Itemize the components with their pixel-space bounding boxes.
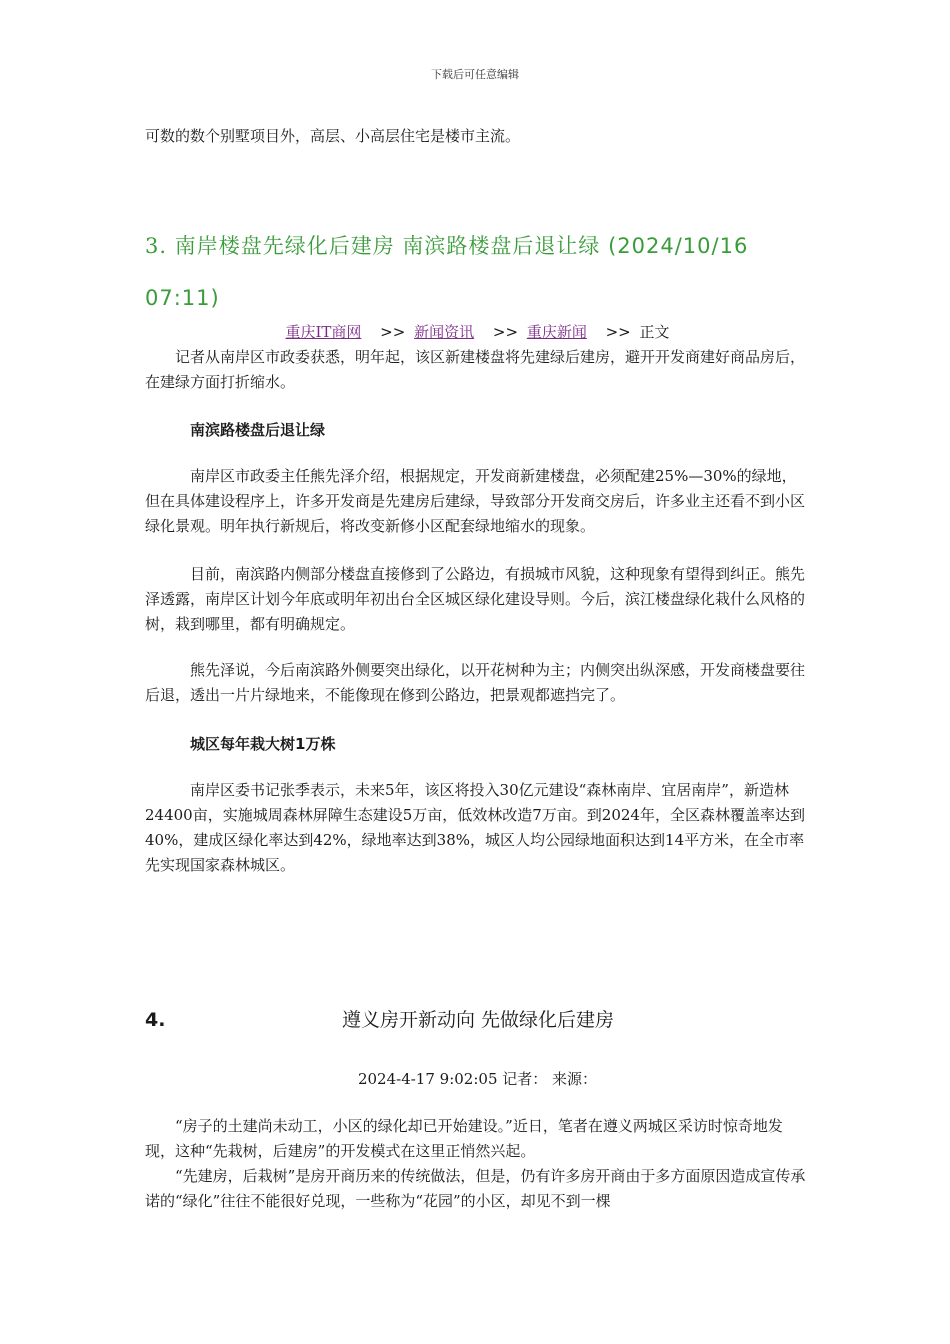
article4-title: 遵义房开新动向 先做绿化后建房: [341, 1009, 615, 1031]
article3-paragraph-2: 目前，南滨路内侧部分楼盘直接修到了公路边，有损城市风貌，这种现象有望得到纠正。熊先泽透露，南岸区计划今年底或明年初出台全区城区绿化建设导则。今后，滨江楼盘绿化栽什么风格的树，栽到哪里，都有明确规定。: [145, 565, 806, 633]
article4-heading: [145, 1005, 810, 1035]
breadcrumb-separator: >>: [380, 323, 406, 341]
article4-paragraph-1: “房子的土建尚未动工，小区的绿化却已开始建设。”近日，笔者在遵义两城区采访时惊奇地发现，这种“先栽树，后建房”的开发模式在这里正悄然兴起。: [145, 1117, 783, 1160]
breadcrumb-link-home[interactable]: 重庆IT商网: [285, 323, 362, 341]
breadcrumb-separator: >>: [492, 323, 519, 341]
article4-dateline: 2024-4-17 9:02:05 记者： 来源：: [357, 1070, 598, 1088]
breadcrumb-separator: >>: [605, 323, 631, 341]
page-header-note: 下载后可任意编辑: [431, 68, 519, 81]
article3-paragraph-1: 南岸区市政委主任熊先泽介绍，根据规定，开发商新建楼盘，必须配建25%—30%的绿地，但在具体建设程序上，许多开发商是先建房后建绿，导致部分开发商交房后，许多业主还看不到小区绿化景观。明年执行新规后，将改变新修小区配套绿地缩水的现象。: [145, 467, 806, 535]
article3-title: 南岸楼盘先绿化后建房 南滨路楼盘后退让绿 (2024/10/16 07:11): [145, 234, 749, 310]
article3-paragraph-4: 南岸区委书记张季表示，未来5年，该区将投入30亿元建设“森林南岸、宜居南岸”，新造林24400亩，实施城周森林屏障生态建设5万亩，低效林改造7万亩。到2024年，全区森林覆盖率达到40%，建成区绿化率达到42%，绿地率达到38%，城区人均公园绿地面积达到14平方米，在全市率先实现国家森林城区。: [145, 781, 805, 874]
breadcrumb-current: 正文: [639, 323, 670, 341]
breadcrumb-link-chongqing-news[interactable]: 重庆新闻: [526, 323, 587, 341]
article3-lead: 记者从南岸区市政委获悉，明年起，该区新建楼盘将先建绿后建房，避开开发商建好商品房后，在建绿方面打折缩水。: [145, 348, 806, 391]
breadcrumb: [145, 321, 810, 343]
article4-paragraph-2: “先建房，后栽树”是房开商历来的传统做法，但是，仍有许多房开商由于多方面原因造成宣传承诺的“绿化”往往不能很好兑现，一些称为“花园”的小区，却见不到一棵: [145, 1167, 806, 1210]
article4-number: 4.: [145, 1009, 166, 1031]
article3-heading: [145, 220, 810, 324]
article3-paragraph-3: 熊先泽说，今后南滨路外侧要突出绿化，以开花树种为主；内侧突出纵深感，开发商楼盘要往后退，透出一片片绿地来，不能像现在修到公路边，把景观都遮挡完了。: [145, 661, 806, 704]
article3-subhead-1: 南滨路楼盘后退让绿: [190, 421, 326, 439]
article3-number: 3.: [145, 234, 168, 258]
intro-paragraph: 可数的数个别墅项目外，高层、小高层住宅是楼市主流。: [145, 127, 521, 145]
article3-subhead-2: 城区每年栽大树1万株: [190, 735, 336, 753]
breadcrumb-link-news[interactable]: 新闻资讯: [414, 323, 475, 341]
